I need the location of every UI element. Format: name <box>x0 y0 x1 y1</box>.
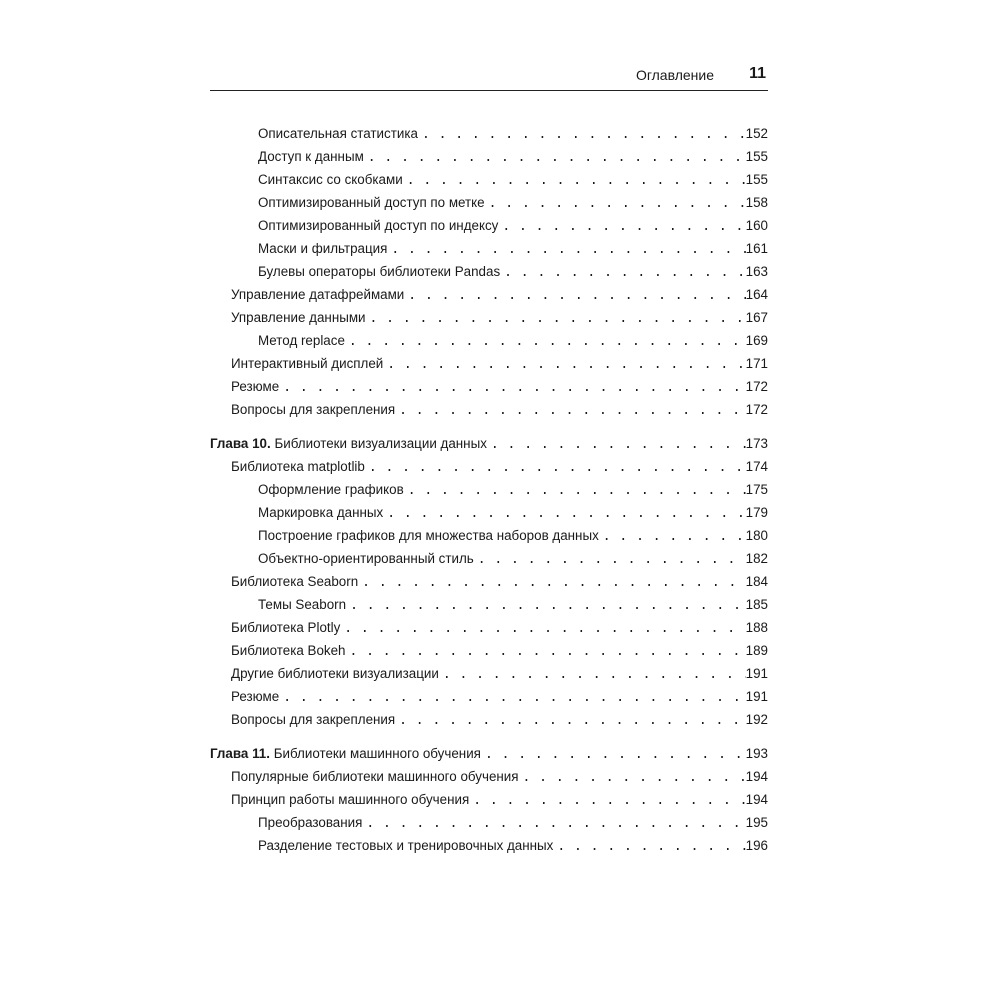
dot-leader <box>439 667 746 682</box>
toc-entry-page: 194 <box>745 792 768 807</box>
running-header <box>210 62 768 91</box>
toc-entry <box>210 769 768 792</box>
toc-entry-page: 193 <box>745 746 768 761</box>
toc-entry-title: Резюме <box>231 689 280 704</box>
toc-entry-title: Оптимизированный доступ по метке <box>258 195 485 210</box>
toc-entry-label <box>258 333 345 348</box>
dot-leader <box>358 575 745 590</box>
toc-entry-label <box>231 356 383 371</box>
toc-entry <box>210 792 768 815</box>
toc-entry-page: 179 <box>745 505 768 520</box>
toc-entry <box>210 815 768 838</box>
table-of-contents <box>210 126 768 861</box>
dot-leader <box>279 690 745 705</box>
dot-leader <box>487 437 746 452</box>
toc-entry-page: 161 <box>745 241 768 256</box>
toc-entry-title: Вопросы для закрепления <box>231 402 396 417</box>
toc-entry-label <box>231 712 395 727</box>
toc-entry-title: Маркировка данных <box>258 505 384 520</box>
toc-chapter-entry <box>210 746 768 769</box>
toc-entry-page: 180 <box>745 528 768 543</box>
toc-entry-page: 167 <box>745 310 768 325</box>
dot-leader <box>346 644 746 659</box>
toc-entry <box>210 459 768 482</box>
toc-entry-label <box>258 241 387 256</box>
toc-entry-page: 171 <box>745 356 768 371</box>
toc-entry-label <box>231 689 279 704</box>
toc-entry-page: 191 <box>745 666 768 681</box>
toc-entry-label <box>210 746 481 761</box>
toc-entry-label <box>231 643 346 658</box>
toc-entry-label <box>258 551 474 566</box>
toc-entry-page: 196 <box>745 838 768 853</box>
toc-entry-page: 164 <box>745 287 768 302</box>
toc-entry-label <box>258 528 599 543</box>
toc-entry-title: Управление датафреймами <box>231 287 405 302</box>
toc-entry-title: Булевы операторы библиотеки Pandas <box>258 264 501 279</box>
toc-entry-label <box>258 597 346 612</box>
toc-entry-page: 172 <box>745 402 768 417</box>
toc-entry <box>210 333 768 356</box>
toc-entry-label <box>231 310 366 325</box>
toc-entry <box>210 172 768 195</box>
dot-leader <box>404 483 746 498</box>
toc-entry-label <box>258 815 362 830</box>
dot-leader <box>366 311 746 326</box>
toc-entry <box>210 574 768 597</box>
toc-entry <box>210 689 768 712</box>
dot-leader <box>387 242 745 257</box>
toc-entry-title: Библиотека Plotly <box>231 620 341 635</box>
toc-entry-title: Темы Seaborn <box>258 597 347 612</box>
dot-leader <box>340 621 745 636</box>
dot-leader <box>500 265 746 280</box>
toc-entry-label <box>231 287 404 302</box>
dot-leader <box>481 747 746 762</box>
toc-entry-page: 155 <box>745 172 768 187</box>
dot-leader <box>599 529 746 544</box>
dot-leader <box>383 506 745 521</box>
toc-entry-label <box>231 459 365 474</box>
toc-entry <box>210 218 768 241</box>
toc-entry-label <box>231 620 340 635</box>
toc-entry <box>210 838 768 861</box>
toc-entry-label <box>258 505 383 520</box>
toc-entry-label <box>231 792 469 807</box>
toc-entry-title: Библиотеки машинного обучения <box>273 746 481 761</box>
toc-entry-page: 194 <box>745 769 768 784</box>
toc-entry <box>210 528 768 551</box>
toc-entry-title: Доступ к данным <box>258 149 364 164</box>
toc-entry <box>210 620 768 643</box>
toc-entry-label <box>231 666 439 681</box>
dot-leader <box>403 173 746 188</box>
toc-entry-page: 174 <box>745 459 768 474</box>
toc-entry-page: 175 <box>745 482 768 497</box>
toc-entry-title: Библиотека Seaborn <box>231 574 359 589</box>
toc-entry-page: 182 <box>745 551 768 566</box>
toc-entry-page: 191 <box>745 689 768 704</box>
toc-entry-page: 163 <box>745 264 768 279</box>
toc-entry-label <box>231 379 279 394</box>
toc-entry-title: Маски и фильтрация <box>258 241 388 256</box>
toc-entry <box>210 482 768 505</box>
toc-entry-title: Резюме <box>231 379 280 394</box>
toc-entry-title: Описательная статистика <box>258 126 418 141</box>
dot-leader <box>345 334 746 349</box>
toc-entry-page: 160 <box>745 218 768 233</box>
toc-entry-label <box>258 149 364 164</box>
toc-entry-page: 185 <box>745 597 768 612</box>
toc-entry <box>210 643 768 666</box>
toc-entry <box>210 287 768 310</box>
toc-entry-title: Принцип работы машинного обучения <box>231 792 470 807</box>
running-header-title: Оглавление <box>635 67 714 83</box>
toc-entry <box>210 195 768 218</box>
dot-leader <box>279 380 745 395</box>
dot-leader <box>519 770 746 785</box>
toc-entry-title: Оформление графиков <box>258 482 404 497</box>
dot-leader <box>418 127 746 142</box>
toc-entry-page: 188 <box>745 620 768 635</box>
toc-entry-label <box>231 574 358 589</box>
toc-entry <box>210 666 768 689</box>
toc-entry-label <box>231 769 519 784</box>
chapter-number: Глава 10. <box>210 436 271 451</box>
dot-leader <box>365 460 746 475</box>
toc-entry-label <box>258 126 418 141</box>
toc-entry-title: Разделение тестовых и тренировочных данных <box>258 838 554 853</box>
toc-entry-title: Библиотека matplotlib <box>231 459 365 474</box>
toc-entry-title: Метод replace <box>258 333 345 348</box>
chapter-number: Глава 11. <box>210 746 270 761</box>
toc-entry <box>210 356 768 379</box>
toc-entry <box>210 126 768 149</box>
dot-leader <box>383 357 745 372</box>
toc-entry-title: Объектно-ориентированный стиль <box>258 551 474 566</box>
dot-leader <box>553 839 745 854</box>
toc-entry-title: Библиотеки визуализации данных <box>274 436 487 451</box>
dot-leader <box>485 196 746 211</box>
toc-entry <box>210 379 768 402</box>
toc-entry <box>210 597 768 620</box>
toc-entry-label <box>231 402 395 417</box>
toc-entry-label <box>258 838 553 853</box>
toc-entry <box>210 241 768 264</box>
toc-entry-page: 195 <box>745 815 768 830</box>
toc-entry-page: 184 <box>745 574 768 589</box>
toc-entry-title: Синтаксис со скобками <box>258 172 403 187</box>
toc-entry-page: 169 <box>745 333 768 348</box>
toc-entry <box>210 402 768 425</box>
toc-entry <box>210 310 768 333</box>
dot-leader <box>395 713 746 728</box>
toc-entry-page: 155 <box>745 149 768 164</box>
dot-leader <box>498 219 745 234</box>
dot-leader <box>469 793 745 808</box>
toc-entry-page: 173 <box>745 436 768 451</box>
toc-entry-title: Управление данными <box>231 310 366 325</box>
toc-entry-page: 158 <box>745 195 768 210</box>
toc-entry-label <box>258 482 404 497</box>
toc-entry <box>210 264 768 287</box>
toc-entry-label <box>258 195 485 210</box>
toc-entry-title: Вопросы для закрепления <box>231 712 396 727</box>
toc-entry-title: Построение графиков для множества наборов данных <box>258 528 599 543</box>
toc-entry-title: Преобразования <box>258 815 363 830</box>
toc-entry-label <box>258 218 498 233</box>
toc-entry-label <box>210 436 487 451</box>
toc-entry-page: 192 <box>745 712 768 727</box>
toc-entry-page: 152 <box>745 126 768 141</box>
dot-leader <box>362 816 745 831</box>
dot-leader <box>395 403 746 418</box>
toc-entry-title: Интерактивный дисплей <box>231 356 384 371</box>
toc-entry <box>210 712 768 735</box>
toc-chapter-entry <box>210 436 768 459</box>
toc-entry <box>210 505 768 528</box>
toc-entry <box>210 149 768 172</box>
toc-entry-title: Другие библиотеки визуализации <box>231 666 439 681</box>
toc-entry-label <box>258 172 403 187</box>
toc-entry-page: 172 <box>745 379 768 394</box>
dot-leader <box>364 150 746 165</box>
dot-leader <box>404 288 745 303</box>
page-number: 11 <box>749 65 766 82</box>
dot-leader <box>346 598 746 613</box>
toc-entry-label <box>258 264 500 279</box>
dot-leader <box>474 552 746 567</box>
toc-entry-page: 189 <box>745 643 768 658</box>
toc-entry-title: Библиотека Bokeh <box>231 643 346 658</box>
toc-entry-title: Популярные библиотеки машинного обучения <box>231 769 519 784</box>
toc-entry <box>210 551 768 574</box>
toc-entry-title: Оптимизированный доступ по индексу <box>258 218 499 233</box>
